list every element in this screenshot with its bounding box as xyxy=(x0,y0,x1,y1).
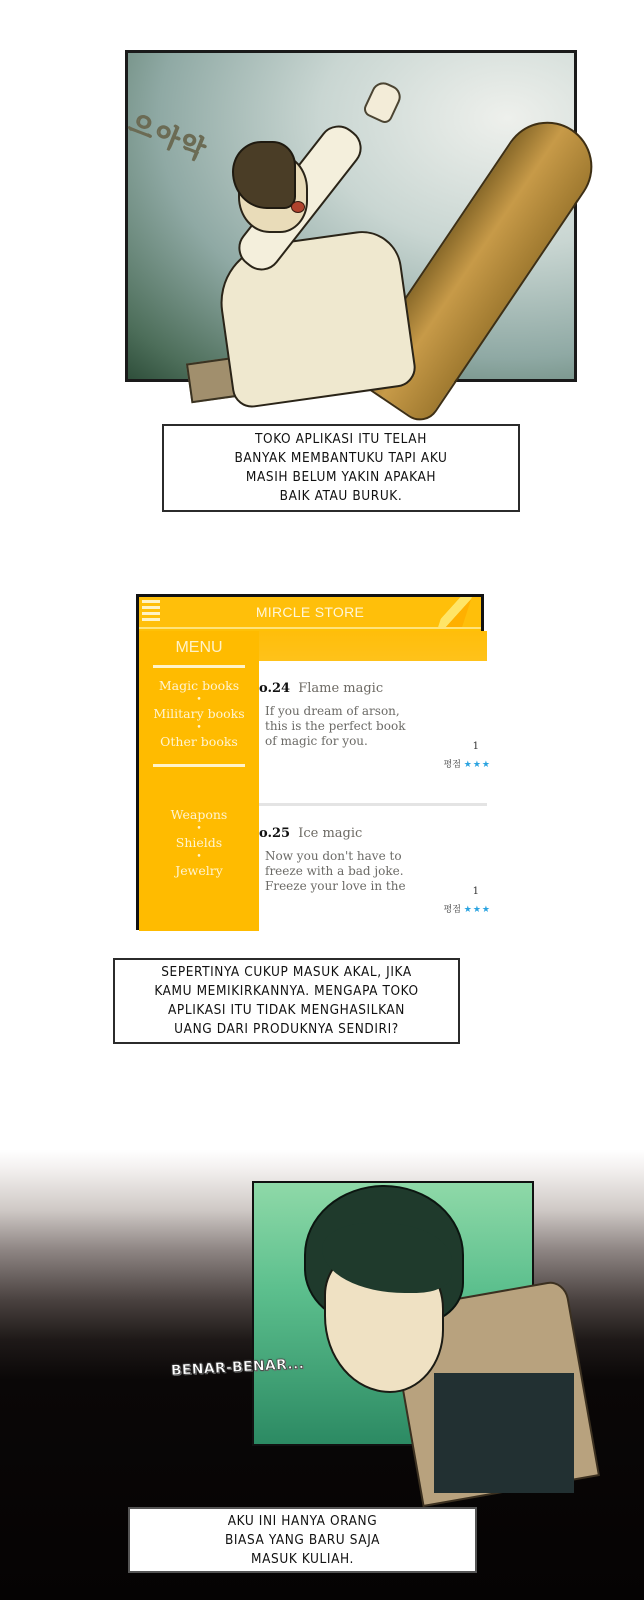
menu-item-other-books[interactable]: Other books xyxy=(160,734,238,749)
menu-item-jewelry[interactable]: Jewelry xyxy=(175,863,223,878)
description-line: freeze with a bad joke. xyxy=(265,864,404,878)
star-rating-icon: ★★★ xyxy=(463,905,491,915)
product-card-ice-magic[interactable] xyxy=(259,803,491,933)
narration-caption-3 xyxy=(128,1507,477,1573)
description-line: this is the perfect book xyxy=(265,719,406,733)
comic-panel-2 xyxy=(252,1181,534,1446)
caption-line: KAMU MEMIKIRKANNYA. MENGAPA TOKO xyxy=(154,983,419,999)
product-number: o.25 xyxy=(259,826,291,841)
narration-caption-2 xyxy=(113,958,460,1044)
dark-shirt-illustration xyxy=(434,1373,574,1493)
product-number: o.24 xyxy=(259,681,291,696)
rating-label: 평점 xyxy=(443,905,461,915)
description-line: Now you don't have to xyxy=(265,849,402,863)
description-line: Freeze your love in the xyxy=(265,879,406,893)
product-card-flame-magic[interactable] xyxy=(259,661,491,791)
menu-item-military-books[interactable]: Military books xyxy=(153,706,245,721)
product-description xyxy=(265,849,487,894)
product-name: Flame magic xyxy=(298,681,384,696)
caption-line: BIASA YANG BARU SAJA xyxy=(224,1531,381,1548)
menu-separator: • xyxy=(196,824,202,834)
caption-line: MASUK KULIAH. xyxy=(251,1550,354,1567)
store-title: MIRCLE STORE xyxy=(255,604,365,620)
product-count: 1 xyxy=(472,886,479,897)
mircle-store-app-panel xyxy=(136,594,491,930)
sound-effect-text: 으아악 xyxy=(124,108,212,167)
product-description xyxy=(265,704,487,749)
menu-item-weapons[interactable]: Weapons xyxy=(170,807,228,822)
star-rating-icon: ★★★ xyxy=(463,760,491,770)
caption-line: BAIK ATAU BURUK. xyxy=(279,488,403,504)
product-rating xyxy=(444,902,491,915)
product-count: 1 xyxy=(472,741,479,752)
product-list xyxy=(259,661,491,933)
menu-item-shields[interactable]: Shields xyxy=(175,835,223,850)
menu-divider xyxy=(153,764,245,767)
caption-line: BANYAK MEMBANTUKU TAPI AKU xyxy=(234,450,448,466)
caption-line: UANG DARI PRODUKNYA SENDIRI? xyxy=(174,1021,399,1037)
whisper-text: BENAR-BENAR... xyxy=(170,1356,305,1379)
store-header xyxy=(139,597,481,629)
menu-title: MENU xyxy=(175,639,223,656)
rating-label: 평점 xyxy=(443,760,461,770)
menu-separator: • xyxy=(196,852,202,862)
caption-line: AKU INI HANYA ORANG xyxy=(227,1512,378,1529)
store-logo-icon xyxy=(438,597,472,627)
menu-separator: • xyxy=(196,723,202,733)
product-name: Ice magic xyxy=(298,826,363,841)
menu-separator: • xyxy=(196,695,202,705)
boy-hand-illustration xyxy=(361,78,404,125)
store-menu-sidebar xyxy=(139,631,259,931)
menu-divider xyxy=(153,665,245,668)
description-line: of magic for you. xyxy=(265,734,368,748)
caption-line: TOKO APLIKASI ITU TELAH xyxy=(255,431,427,447)
comic-panel-1 xyxy=(125,50,577,382)
boy-mouth-illustration xyxy=(291,201,305,213)
caption-line: SEPERTINYA CUKUP MASUK AKAL, JIKA xyxy=(161,964,412,980)
caption-line: APLIKASI ITU TIDAK MENGHASILKAN xyxy=(168,1002,405,1018)
description-line: If you dream of arson, xyxy=(265,704,400,718)
menu-item-magic-books[interactable]: Magic books xyxy=(158,678,240,693)
product-rating xyxy=(444,757,491,770)
caption-line: MASIH BELUM YAKIN APAKAH xyxy=(245,469,437,485)
narration-caption-1 xyxy=(162,424,520,512)
list-banner xyxy=(259,631,487,661)
